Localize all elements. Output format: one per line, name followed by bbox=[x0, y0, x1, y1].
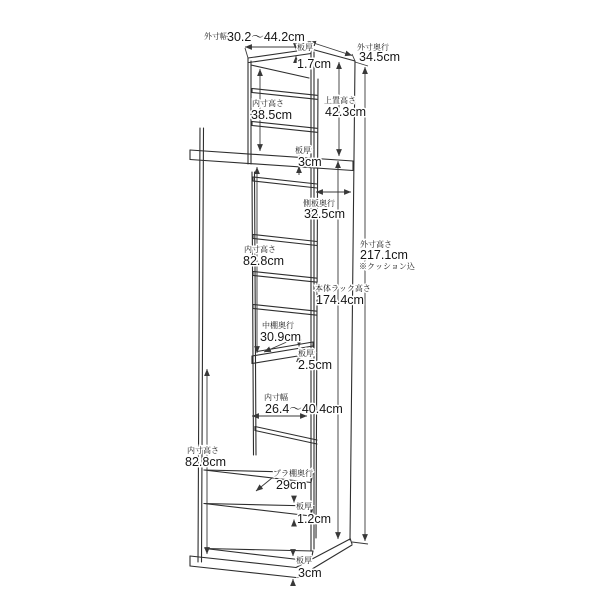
mid-shelf-thickness-caption: 板厚 bbox=[298, 349, 314, 358]
lower-inner-height-value: 82.8cm bbox=[185, 455, 226, 469]
outer-depth-caption: 外寸奥行 bbox=[357, 43, 389, 52]
outer-width-caption: 外寸幅 bbox=[204, 32, 228, 41]
outer-width-value: 30.2～44.2cm bbox=[227, 30, 305, 44]
rack-height-caption: 本体ラック高さ bbox=[315, 284, 371, 293]
upper-inner-height-value: 38.5cm bbox=[251, 108, 292, 122]
plastic-shelf-thickness-value: 1.2cm bbox=[297, 512, 332, 526]
top-board-thickness-value: 1.7cm bbox=[297, 57, 332, 71]
outer-height-value: 217.1cm bbox=[360, 248, 408, 262]
dimension-labels bbox=[185, 30, 415, 580]
upper-inner-height-caption: 内寸高さ bbox=[252, 99, 284, 108]
outer-height-caption: 外寸高さ bbox=[360, 240, 392, 249]
lower-inner-height-caption: 内寸高さ bbox=[187, 446, 219, 455]
rack-top-board-thickness-value: 3cm bbox=[298, 155, 322, 169]
mid-shelf-thickness-value: 2.5cm bbox=[298, 358, 333, 372]
rack-top-board-thickness-caption: 板厚 bbox=[295, 146, 311, 155]
inner-width-value: 26.4～40.4cm bbox=[265, 402, 343, 416]
bottom-board-thickness-value: 3cm bbox=[298, 566, 322, 580]
bottom-board bbox=[190, 538, 352, 578]
mid-shelf-depth-caption: 中棚奥行 bbox=[262, 321, 294, 330]
upper-unit-height-value: 42.3cm bbox=[325, 105, 366, 119]
mid-inner-height-value: 82.8cm bbox=[243, 254, 284, 268]
outer-depth-value: 34.5cm bbox=[359, 50, 400, 64]
plastic-shelf-depth-value: 29cm bbox=[276, 478, 307, 492]
plastic-shelf-thickness-caption: 板厚 bbox=[296, 502, 312, 511]
bottom-board-thickness-caption: 板厚 bbox=[296, 556, 312, 565]
mid-shelf-depth-value: 30.9cm bbox=[260, 330, 301, 344]
side-board-depth-value: 32.5cm bbox=[304, 207, 345, 221]
plastic-shelf-depth-caption: プラ棚奥行 bbox=[273, 469, 313, 478]
upper-unit-height-caption: 上置高さ bbox=[324, 96, 356, 105]
side-board-depth-caption: 側板奥行 bbox=[303, 199, 335, 208]
rack-top-board bbox=[190, 150, 353, 171]
rack-height-value: 174.4cm bbox=[316, 293, 364, 307]
mid-inner-height-caption: 内寸高さ bbox=[244, 245, 276, 254]
top-board-thickness-caption: 板厚 bbox=[297, 43, 313, 52]
outer-height-note: ※クッション込 bbox=[359, 262, 415, 271]
inner-width-caption: 内寸幅 bbox=[264, 393, 288, 402]
